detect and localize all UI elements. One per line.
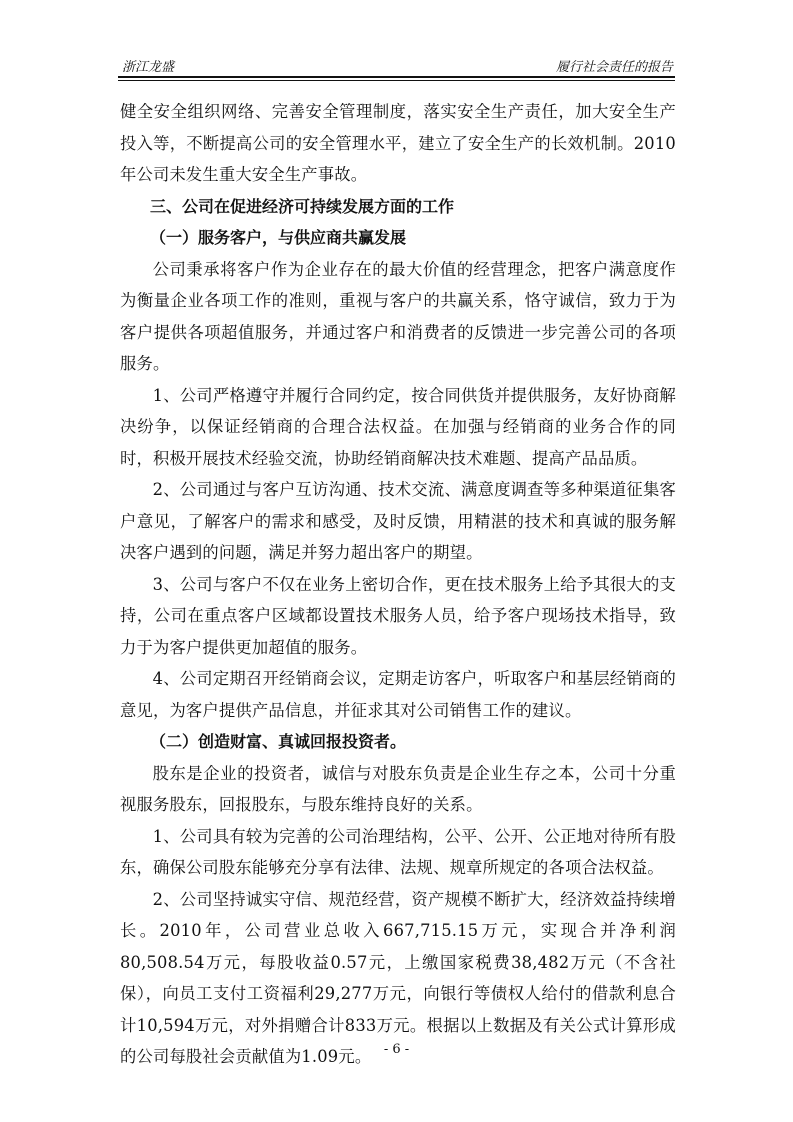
header-company: 浙江龙盛 [122,60,175,75]
paragraph-customer-3: 3、公司与客户不仅在业务上密切合作，更在技术服务上给予其很大的支持，公司在重点客户区域都设置技术服务人员，给予客户现场技术指导，致力于为客户提供更加超值的服务。 [120,574,676,657]
page-number: - 6 - [383,1042,410,1057]
section-heading-3: 三、公司在促进经济可持续发展方面的工作 [150,196,455,216]
document-body [120,96,676,1073]
page-header [118,54,675,76]
paragraph-shareholder-intro: 股东是企业的投资者，诚信与对股东负责是企业生存之本，公司十分重视服务股东，回报股东，与股东维持良好的关系。 [120,763,676,814]
paragraph-shareholder-2: 2、公司坚持诚实守信、规范经营，资产规模不断扩大，经济效益持续增长。2010年，公司营业总收入667,715.15万元，实现合并净利润80,508.54万元，每股收益0.57元，上缴国家税费38,482万元（不含社保），向员工支付工资福利29,277万元，向银行等债权人给付的借款利息合计10,594万元，对外捐赠合计833万元。根据以上数据及有关公式计算形成的公司每股社会贡献值为1.09元。 [120,889,676,1066]
subsection-heading-2: （二）创造财富、真诚回报投资者。 [150,732,407,751]
header-rule-thin [118,80,675,81]
paragraph-safety: 健全安全组织网络、完善安全管理制度，落实安全生产责任，加大安全生产投入等，不断提高公司的安全管理水平，建立了安全生产的长效机制。2010年公司未发生重大安全生产事故。 [120,102,676,184]
paragraph-customer-2: 2、公司通过与客户互访沟通、技术交流、满意度调查等多种渠道征集客户意见，了解客户的需求和感受，及时反馈，用精湛的技术和真诚的服务解决客户遇到的问题，满足并努力超出客户的期望。 [120,480,676,562]
paragraph-shareholder-1: 1、公司具有较为完善的公司治理结构，公平、公开、公正地对待所有股东，确保公司股东能够充分享有法律、法规、规章所规定的各项合法权益。 [120,826,676,877]
header-rule-thick [118,76,675,78]
paragraph-customer-4: 4、公司定期召开经销商会议，定期走访客户，听取客户和基层经销商的意见，为客户提供产品信息，并征求其对公司销售工作的建议。 [120,669,676,720]
header-report-title: 履行社会责任的报告 [555,60,673,75]
subsection-heading-1: （一）服务客户，与供应商共赢发展 [150,228,407,247]
paragraph-customer-intro: 公司秉承将客户作为企业存在的最大价值的经营理念，把客户满意度作为衡量企业各项工作的准则，重视与客户的共赢关系，恪守诚信，致力于为客户提供各项超值服务，并通过客户和消费者的反馈进一步完善公司的各项服务。 [120,259,676,373]
paragraph-customer-1: 1、公司严格遵守并履行合同约定，按合同供货并提供服务，友好协商解决纷争，以保证经销商的合理合法权益。在加强与经销商的业务合作的同时，积极开展技术经验交流，协助经销商解决技术难题、提高产品品质。 [120,385,676,468]
